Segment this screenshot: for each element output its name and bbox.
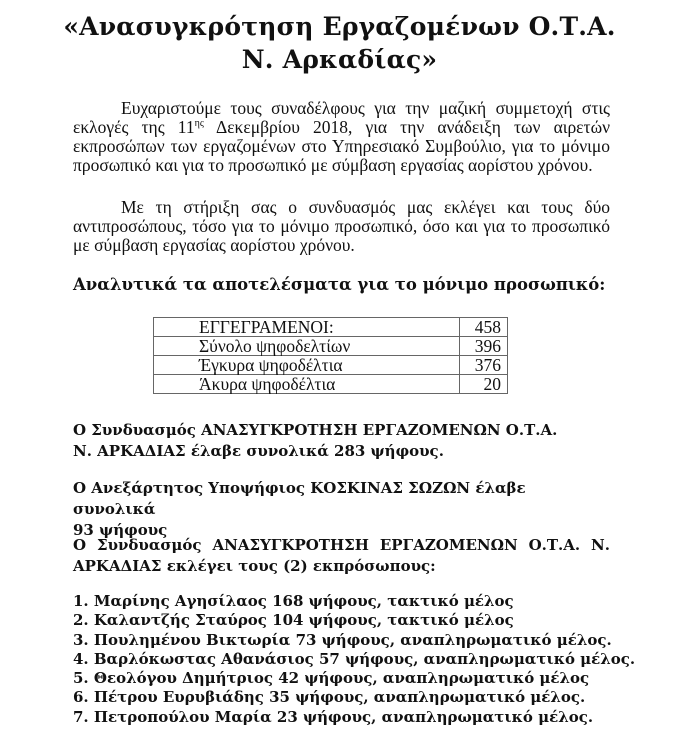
independent-result-line-1: Ο Ανεξάρτητος Υποψήφιος ΚΟΣΚΙΝΑΣ ΣΩΖΩΝ έλαβε συνολικά bbox=[73, 479, 526, 518]
list-item: 6. Πέτρου Ευρυβιάδης 35 ψήφους, αναπληρωματικό μέλος. bbox=[73, 688, 586, 707]
title-line-1: «Ανασυγκρότηση Εργαζομένων Ο.Τ.Α. bbox=[63, 12, 616, 41]
document-title bbox=[0, 10, 679, 76]
thank-you-paragraph bbox=[73, 99, 610, 175]
combination-result-line-1: Ο Συνδυασμός ΑΝΑΣΥΓΚΡΟΤΗΣΗ ΕΡΓΑΖΟΜΕΝΩΝ Ο.Τ.Α. bbox=[73, 421, 558, 439]
list-item: 5. Θεολόγου Δημήτριος 42 ψήφους, αναπληρωματικό μέλος bbox=[73, 669, 590, 688]
elected-statement: Ο Συνδυασμός ΑΝΑΣΥΓΚΡΟΤΗΣΗ ΕΡΓΑΖΟΜΕΝΩΝ Ο.Τ.Α. Ν. ΑΡΚΑΔΙΑΣ εκλέγει τους (2) εκπρόσωπους: bbox=[73, 536, 610, 575]
title-line-2: Ν. Αρκαδίας» bbox=[241, 45, 438, 74]
independent-result bbox=[73, 478, 613, 541]
list-item: 2. Καλαντζής Σταύρος 104 ψήφους, τακτικό μέλος bbox=[73, 611, 514, 630]
list-item: 1. Μαρίνης Αγησίλαος 168 ψήφους, τακτικό μέλος bbox=[73, 592, 514, 610]
support-paragraph bbox=[73, 198, 610, 255]
paragraph1-superscript: ης bbox=[194, 118, 204, 129]
table-row bbox=[154, 337, 508, 356]
candidate-list bbox=[73, 592, 635, 727]
section-heading: Αναλυτικά τα αποτελέσματα για το μόνιμο προσωπικό: bbox=[73, 275, 606, 294]
paragraph1-part2: Δεκεμβρίου 2018, για την ανάδειξη των αιρετών εκπροσώπων των εργαζομένων στο Υπηρεσιακό Συμβούλιο, για το μόνιμο προσωπικό και για το προσωπικό με σύμβαση εργασίας αορίστου χρόνου. bbox=[73, 117, 610, 175]
row-label: ΕΓΓΕΓΡΑΜΕΝΟΙ: bbox=[154, 318, 460, 337]
row-value: 20 bbox=[460, 375, 508, 394]
combination-result bbox=[73, 420, 613, 462]
paragraph1-part1: Ευχαριστούμε τους συναδέλφους για την μαζική συμμετοχή στις εκλογές της 11 bbox=[73, 98, 610, 137]
table-row bbox=[154, 375, 508, 394]
results-table bbox=[153, 317, 508, 394]
row-label: Άκυρα ψηφοδέλτια bbox=[154, 375, 460, 394]
row-label: Σύνολο ψηφοδελτίων bbox=[154, 337, 460, 356]
independent-result-line-2: 93 ψήφους bbox=[73, 521, 168, 539]
paragraph2-text: Με τη στήριξη σας ο συνδυασμός μας εκλέγει και τους δύο αντιπροσώπους, τόσο για το μόνιμο προσωπικό, όσο και για το προσωπικό με σύμβαση εργασίας αορίστου χρόνου. bbox=[73, 197, 610, 255]
list-item: 3. Πουλημένου Βικτωρία 73 ψήφους, αναπληρωματικό μέλος. bbox=[73, 630, 612, 649]
row-value: 376 bbox=[460, 356, 508, 375]
row-value: 396 bbox=[460, 337, 508, 356]
list-item: 4. Βαρλόκωστας Αθανάσιος 57 ψήφους, αναπληρωματικό μέλος. bbox=[73, 649, 636, 668]
table-row bbox=[154, 356, 508, 375]
row-label: Έγκυρα ψηφοδέλτια bbox=[154, 356, 460, 375]
row-value: 458 bbox=[460, 318, 508, 337]
list-item: 7. Πετροπούλου Μαρία 23 ψήφους, αναπληρωματικό μέλος. bbox=[73, 707, 594, 726]
table-row bbox=[154, 318, 508, 337]
combination-result-line-2: Ν. ΑΡΚΑΔΙΑΣ έλαβε συνολικά 283 ψήφους. bbox=[73, 442, 444, 460]
